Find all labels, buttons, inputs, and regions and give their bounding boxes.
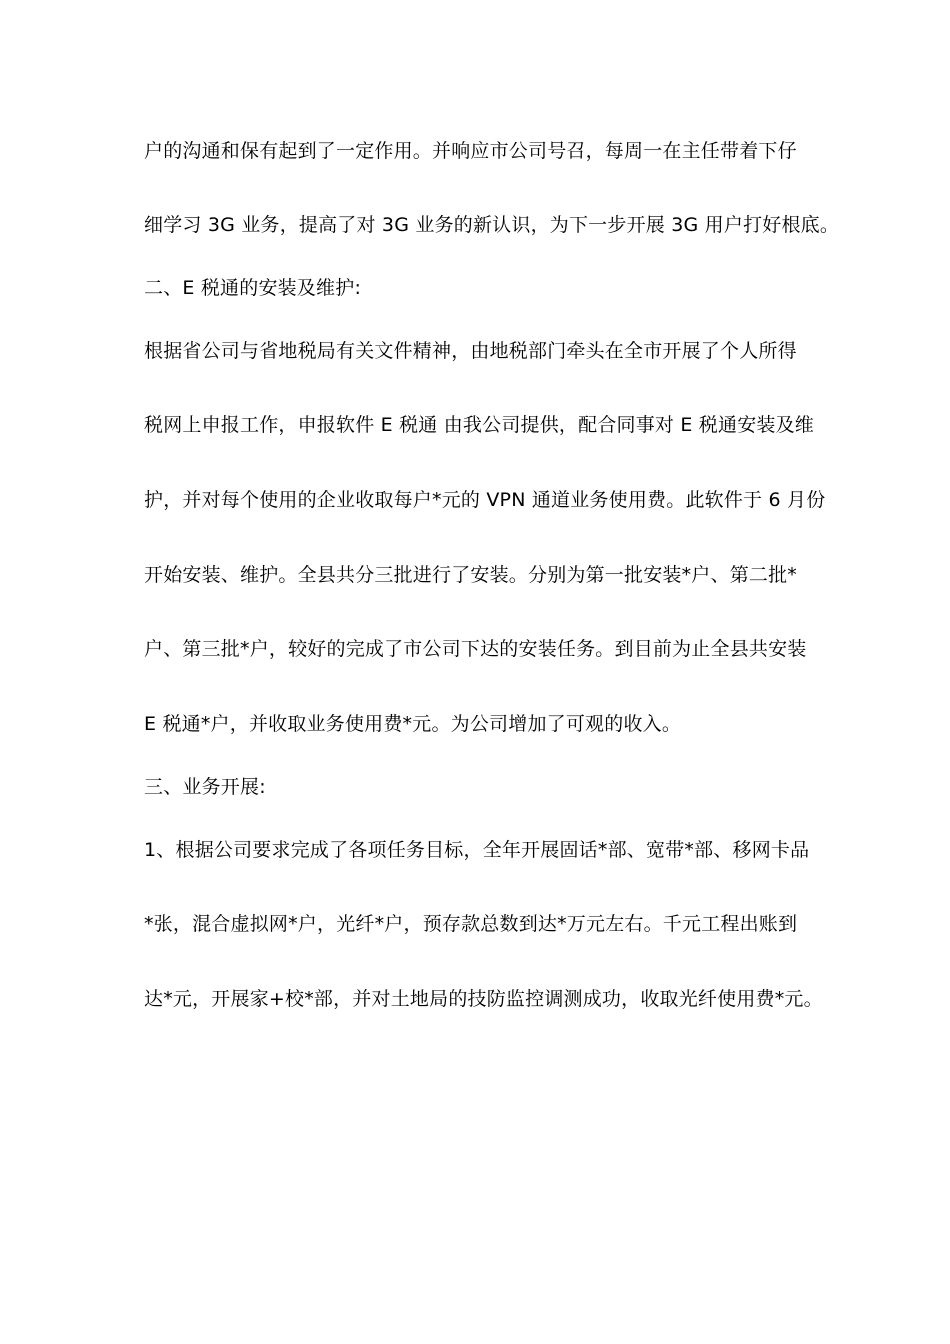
body-text-line: 1、根据公司要求完成了各项任务目标，全年开展固话*部、宽带*部、移网卡品: [144, 839, 810, 861]
body-text-line: E 税通*户，并收取业务使用费*元。为公司增加了可观的收入。: [144, 713, 682, 735]
section-heading-business: 三、业务开展:: [144, 776, 266, 798]
body-text-line: 户、第三批*户，较好的完成了市公司下达的安装任务。到目前为止全县共安装: [144, 638, 807, 660]
body-text-line: 开始安装、维护。全县共分三批进行了安装。分别为第一批安装*户、第二批*: [144, 564, 798, 586]
body-text-line: 细学习 3G 业务，提高了对 3G 业务的新认识，为下一步开展 3G 用户打好根底。: [144, 214, 840, 236]
body-text-line: *张，混合虚拟网*户，光纤*户，预存款总数到达*万元左右。千元工程出账到: [144, 913, 798, 935]
body-text-line: 税网上申报工作，申报软件 E 税通 由我公司提供，配合同事对 E 税通安装及维: [144, 414, 815, 436]
body-text-line: 达*元，开展家+校*部，并对土地局的技防监控调测成功，收取光纤使用费*元。: [144, 988, 823, 1010]
body-text-line: 根据省公司与省地税局有关文件精神，由地税部门牵头在全市开展了个人所得: [144, 340, 797, 362]
body-text-line: 护，并对每个使用的企业收取每户*元的 VPN 通道业务使用费。此软件于 6 月份: [144, 489, 826, 511]
body-text-line: 户的沟通和保有起到了一定作用。并响应市公司号召，每周一在主任带着下仔: [144, 140, 797, 162]
section-heading-e-tax: 二、E 税通的安装及维护:: [144, 277, 362, 299]
